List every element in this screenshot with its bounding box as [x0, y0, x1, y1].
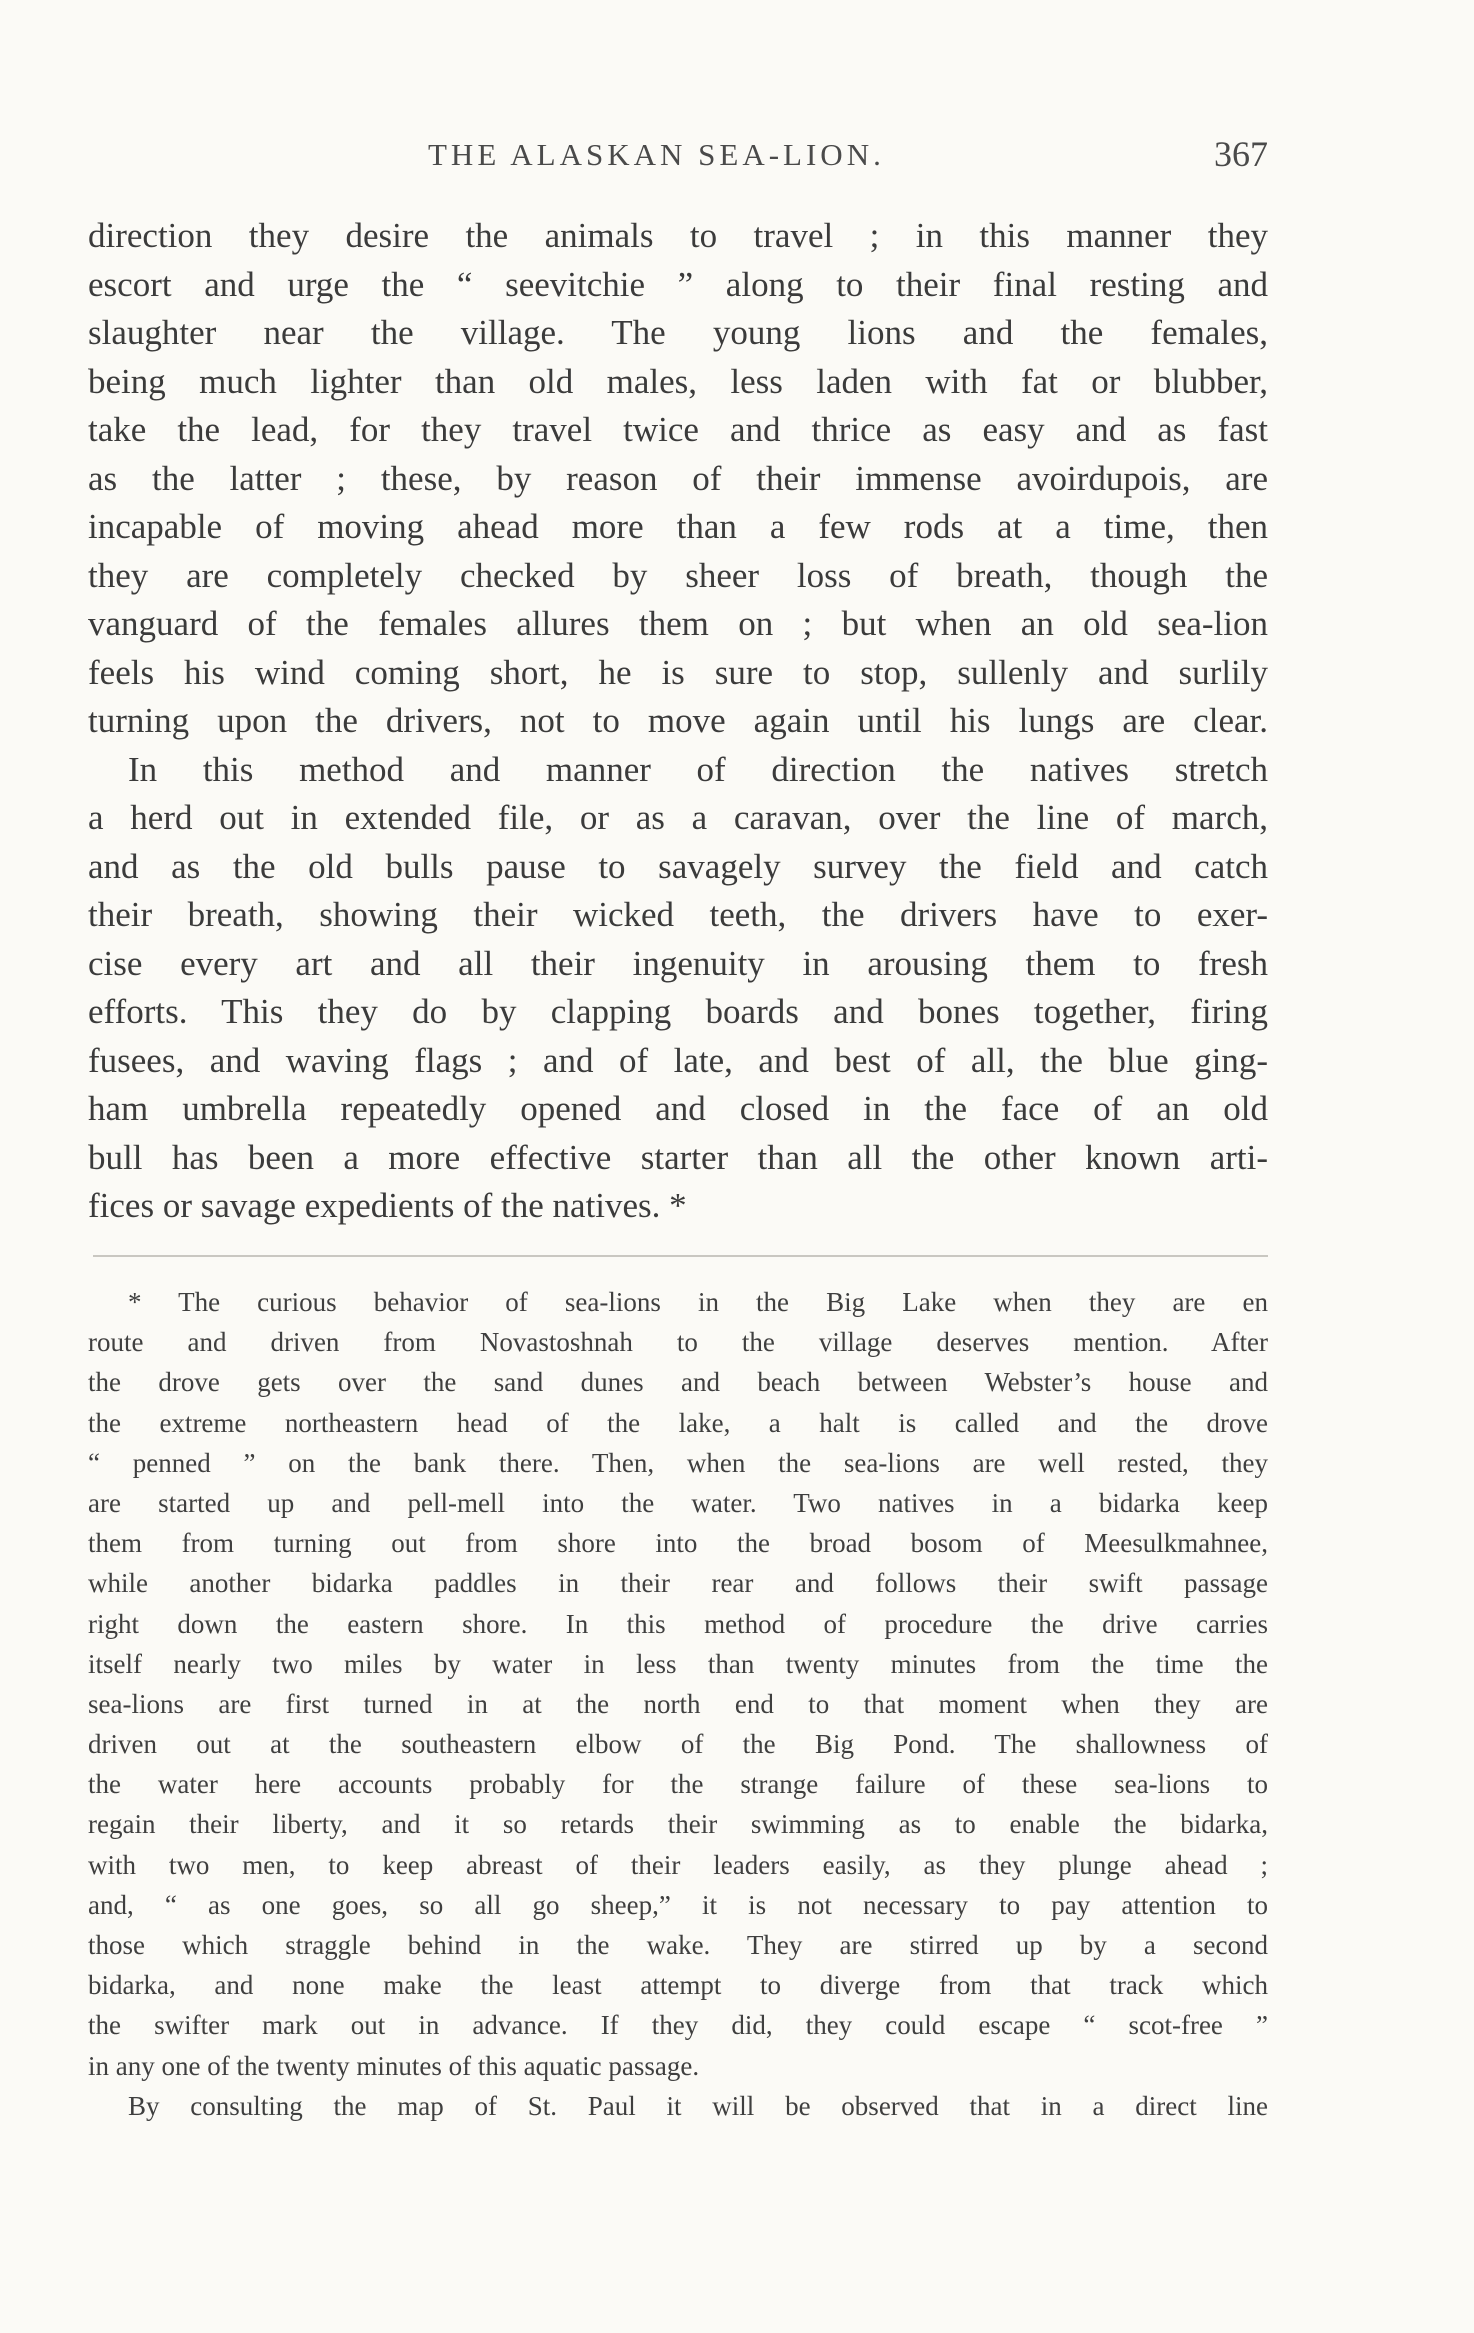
running-head	[88, 133, 1268, 183]
body-line: their breath, showing their wicked teeth, the drivers have to exer-	[88, 895, 1268, 934]
footnote-divider	[93, 1255, 1268, 1257]
footnote-line: them from turning out from shore into the broad bosom of Meesulkmahnee,	[88, 1528, 1268, 1559]
footnote-line: sea-lions are first turned in at the north end to that moment when they are	[88, 1688, 1268, 1719]
footnote-line: are started up and pell-mell into the water. Two natives in a bidarka keep	[88, 1487, 1268, 1518]
footnote-line: By consulting the map of St. Paul it will be observed that in a direct line	[128, 2090, 1268, 2121]
body-line: bull has been a more effective starter than all the other known arti-	[88, 1137, 1268, 1177]
footnote-line: the swifter mark out in advance. If they did, they could escape “ scot-free ”	[88, 2010, 1268, 2041]
page-number: 367	[1214, 134, 1268, 174]
body-line: ham umbrella repeatedly opened and closed in the face of an old	[88, 1089, 1268, 1128]
body-line: cise every art and all their ingenuity in arousing them to fresh	[88, 943, 1268, 983]
body-line: they are completely checked by sheer loss of breath, though the	[88, 555, 1268, 595]
footnote-line: bidarka, and none make the least attempt to diverge from that track which	[88, 1970, 1268, 2001]
body-line: and as the old bulls pause to savagely survey the field and catch	[88, 846, 1268, 886]
body-line: a herd out in extended file, or as a caravan, over the line of march,	[88, 798, 1268, 837]
footnote-line: with two men, to keep abreast of their leaders easily, as they plunge ahead ;	[88, 1849, 1268, 1880]
body-line: take the lead, for they travel twice and thrice as easy and as fast	[88, 410, 1268, 449]
body-line: turning upon the drivers, not to move again until his lungs are clear.	[88, 701, 1268, 740]
footnote	[88, 1282, 1268, 2126]
body-line: direction they desire the animals to travel ; in this manner they	[88, 216, 1268, 255]
footnote-line: regain their liberty, and it so retards their swimming as to enable the bidarka,	[88, 1809, 1268, 1840]
footnote-line: the drove gets over the sand dunes and beach between Webster’s house and	[88, 1367, 1268, 1398]
footnote-line: in any one of the twenty minutes of this aquatic passage.	[88, 2050, 700, 2081]
body-line: vanguard of the females allures them on ; but when an old sea-lion	[88, 604, 1268, 643]
body-text	[88, 212, 1268, 1231]
body-line: slaughter near the village. The young lions and the females,	[88, 313, 1268, 352]
body-line: incapable of moving ahead more than a few rods at a time, then	[88, 507, 1268, 546]
footnote-line: itself nearly two miles by water in less than twenty minutes from the time the	[88, 1648, 1268, 1679]
body-line: fices or savage expedients of the natives. *	[88, 1186, 687, 1225]
footnote-line: driven out at the southeastern elbow of the Big Pond. The shallowness of	[88, 1729, 1268, 1760]
footnote-line: the extreme northeastern head of the lake, a halt is called and the drove	[88, 1407, 1268, 1438]
body-line: as the latter ; these, by reason of their immense avoirdupois, are	[88, 458, 1268, 498]
footnote-line: and, “ as one goes, so all go sheep,” it is not necessary to pay attention to	[88, 1889, 1268, 1920]
body-line: feels his wind coming short, he is sure to stop, sullenly and surlily	[88, 652, 1268, 692]
running-head-title: THE ALASKAN SEA-LION.	[428, 137, 885, 172]
footnote-line: * The curious behavior of sea-lions in the Big Lake when they are en	[128, 1287, 1268, 1317]
body-line: fusees, and waving flags ; and of late, and best of all, the blue ging-	[88, 1040, 1268, 1080]
footnote-line: those which straggle behind in the wake. They are stirred up by a second	[88, 1930, 1268, 1960]
body-line: In this method and manner of direction the natives stretch	[128, 749, 1268, 789]
body-line: escort and urge the “ seevitchie ” along to their final resting and	[88, 264, 1268, 304]
body-line: being much lighter than old males, less laden with fat or blubber,	[88, 361, 1268, 401]
body-line: efforts. This they do by clapping boards and bones together, firing	[88, 992, 1268, 1031]
footnote-line: while another bidarka paddles in their rear and follows their swift passage	[88, 1568, 1268, 1599]
footnote-line: right down the eastern shore. In this method of procedure the drive carries	[88, 1608, 1268, 1639]
footnote-line: “ penned ” on the bank there. Then, when the sea-lions are well rested, they	[88, 1447, 1268, 1478]
footnote-line: the water here accounts probably for the strange failure of these sea-lions to	[88, 1769, 1268, 1800]
footnote-line: route and driven from Novastoshnah to the village deserves mention. After	[88, 1327, 1268, 1358]
